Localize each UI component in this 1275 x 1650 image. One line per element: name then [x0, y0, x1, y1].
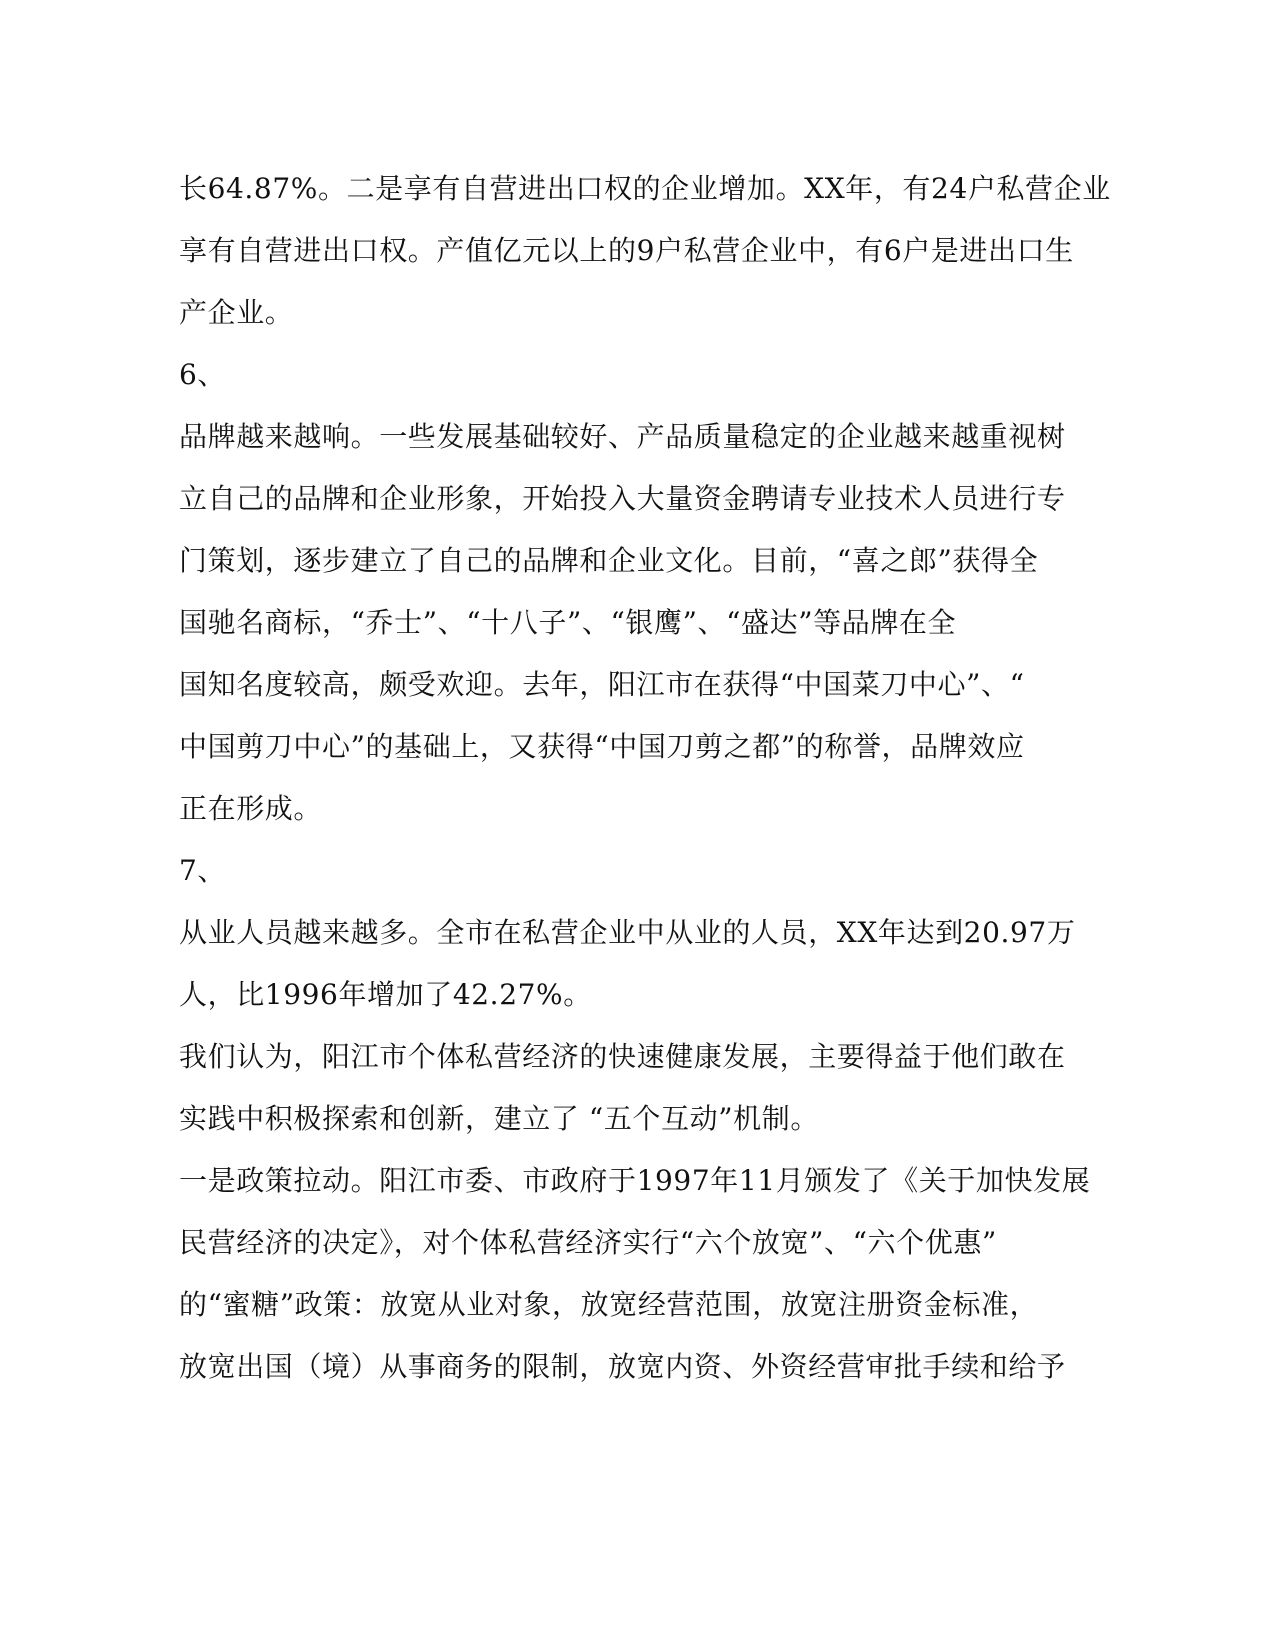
- text-line: 国知名度较高，颇受欢迎。去年，阳江市在获得“中国菜刀中心”、“: [179, 668, 1025, 701]
- text-line: 立自己的品牌和企业形象，开始投入大量资金聘请专业技术人员进行专: [179, 482, 1066, 515]
- text-line: 门策划，逐步建立了自己的品牌和企业文化。目前，“喜之郎”获得全: [179, 544, 1039, 577]
- text-line: 我们认为，阳江市个体私营经济的快速健康发展，主要得益于他们敢在: [179, 1040, 1066, 1073]
- text-line: 品牌越来越响。一些发展基础较好、产品质量稳定的企业越来越重视树: [179, 420, 1066, 453]
- text-line: 实践中积极探索和创新，建立了 “五个互动”机制。: [179, 1102, 819, 1135]
- body-text: [179, 158, 1111, 1398]
- text-line: 民营经济的决定》，对个体私营经济实行“六个放宽”、“六个优惠”: [179, 1226, 997, 1259]
- text-line: 放宽出国（境）从事商务的限制，放宽内资、外资经营审批手续和给予: [179, 1350, 1066, 1383]
- text-line: 人，比1996年增加了42.27%。: [179, 978, 592, 1011]
- text-line: 享有自营进出口权。产值亿元以上的9户私营企业中，有6户是进出口生: [179, 234, 1074, 267]
- text-line: 长64.87%。二是享有自营进出口权的企业增加。XX年，有24户私营企业: [179, 172, 1111, 205]
- text-line: 的“蜜糖”政策：放宽从业对象，放宽经营范围，放宽注册资金标准，: [179, 1288, 1039, 1321]
- section-number: 7、: [179, 854, 227, 887]
- text-line: 正在形成。: [179, 792, 323, 825]
- text-line: 从业人员越来越多。全市在私营企业中从业的人员，XX年达到20.97万: [179, 916, 1076, 949]
- text-line: 国驰名商标，“乔士”、“十八子”、“银鹰”、“盛达”等品牌在全: [179, 606, 957, 639]
- text-line: 产企业。: [179, 296, 294, 329]
- section-number: 6、: [179, 358, 227, 391]
- text-line: 中国剪刀中心”的基础上，又获得“中国刀剪之都”的称誉，品牌效应: [179, 730, 1025, 763]
- text-line: 一是政策拉动。阳江市委、市政府于1997年11月颁发了《关于加快发展: [179, 1164, 1091, 1197]
